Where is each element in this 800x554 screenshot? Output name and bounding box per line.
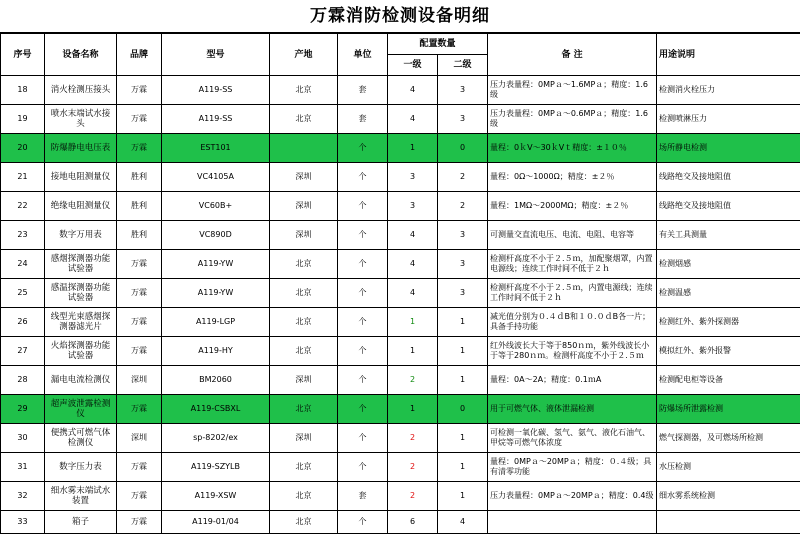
cell-level1: 6	[388, 511, 438, 534]
cell-note: 压力表量程：0MPａ～0.6MPａ；精度：1.6级	[488, 105, 657, 134]
cell-note: 量程：0ｋV～30ｋVｔ精度：±１０％	[488, 134, 657, 163]
cell-brand: 万霖	[117, 337, 162, 366]
cell-name: 超声波泄露检测仪	[45, 395, 117, 424]
cell-usage: 检测红外、紫外探测器	[657, 308, 800, 337]
table-row	[1, 76, 800, 105]
cell-usage: 线路绝交及接地阻值	[657, 192, 800, 221]
table-row	[1, 424, 800, 453]
cell-usage	[657, 511, 800, 534]
cell-seq: 28	[1, 366, 45, 395]
cell-name: 数字万用表	[45, 221, 117, 250]
cell-note: 可检测一氧化碳、氢气、氨气、液化石油气、甲烷等可燃气体浓度	[488, 424, 657, 453]
table-row	[1, 453, 800, 482]
cell-note: 压力表量程：0MPａ～20MPａ；精度：0.4级	[488, 482, 657, 511]
cell-origin: 北京	[270, 395, 338, 424]
cell-name: 数字压力表	[45, 453, 117, 482]
cell-name: 火焰探测器功能试验器	[45, 337, 117, 366]
cell-model: VC4105A	[162, 163, 270, 192]
cell-model: A119-LGP	[162, 308, 270, 337]
table-row	[1, 279, 800, 308]
cell-seq: 23	[1, 221, 45, 250]
cell-unit: 个	[338, 366, 388, 395]
cell-level2: 1	[438, 366, 488, 395]
cell-origin: 深圳	[270, 424, 338, 453]
cell-unit: 个	[338, 424, 388, 453]
cell-level2: 2	[438, 163, 488, 192]
cell-model: A119-SS	[162, 76, 270, 105]
cell-name: 感温探测器功能试验器	[45, 279, 117, 308]
cell-unit: 个	[338, 308, 388, 337]
cell-unit: 套	[338, 105, 388, 134]
cell-note: 量程：0Ω～1000Ω；精度：±２％	[488, 163, 657, 192]
cell-level2: 1	[438, 337, 488, 366]
cell-level1: 2	[388, 366, 438, 395]
cell-origin: 深圳	[270, 163, 338, 192]
cell-seq: 19	[1, 105, 45, 134]
cell-seq: 21	[1, 163, 45, 192]
cell-model: A119-SZYLB	[162, 453, 270, 482]
cell-model: A119-YW	[162, 279, 270, 308]
cell-usage: 防爆场所泄露检测	[657, 395, 800, 424]
cell-unit: 个	[338, 453, 388, 482]
cell-brand: 万霖	[117, 308, 162, 337]
cell-model: A119-SS	[162, 105, 270, 134]
cell-brand: 胜利	[117, 221, 162, 250]
cell-unit: 个	[338, 279, 388, 308]
cell-origin: 北京	[270, 511, 338, 534]
table-row	[1, 134, 800, 163]
cell-unit: 个	[338, 250, 388, 279]
cell-usage: 细水雾系统检测	[657, 482, 800, 511]
cell-name: 感烟探测器功能试验器	[45, 250, 117, 279]
cell-name: 细水雾末端试水装置	[45, 482, 117, 511]
cell-brand: 万霖	[117, 76, 162, 105]
cell-brand: 万霖	[117, 105, 162, 134]
header-brand: 品牌	[117, 34, 162, 76]
cell-note: 可测量交直流电压、电流、电阻、电容等	[488, 221, 657, 250]
cell-unit: 个	[338, 163, 388, 192]
cell-level1: 3	[388, 192, 438, 221]
header-level2: 二级	[438, 55, 488, 76]
cell-model: A119-01/04	[162, 511, 270, 534]
cell-note: 用于可燃气体、液体泄漏检测	[488, 395, 657, 424]
cell-unit: 个	[338, 337, 388, 366]
cell-brand: 万霖	[117, 453, 162, 482]
header-level1: 一级	[388, 55, 438, 76]
cell-brand: 万霖	[117, 482, 162, 511]
cell-usage: 检测烟感	[657, 250, 800, 279]
table-row	[1, 250, 800, 279]
cell-unit: 个	[338, 134, 388, 163]
cell-seq: 31	[1, 453, 45, 482]
cell-seq: 30	[1, 424, 45, 453]
cell-note: 量程：1MΩ～2000MΩ；精度：±２％	[488, 192, 657, 221]
cell-level2: 1	[438, 308, 488, 337]
cell-name: 接地电阻测量仪	[45, 163, 117, 192]
cell-unit: 个	[338, 395, 388, 424]
header-usage: 用途说明	[657, 34, 800, 76]
table-row	[1, 366, 800, 395]
header-config: 配置数量	[388, 34, 488, 55]
cell-level2: 0	[438, 134, 488, 163]
cell-seq: 22	[1, 192, 45, 221]
table-row	[1, 482, 800, 511]
cell-model: VC890D	[162, 221, 270, 250]
table-row	[1, 221, 800, 250]
cell-brand: 万霖	[117, 511, 162, 534]
cell-brand: 万霖	[117, 279, 162, 308]
cell-name: 绝缘电阻测量仪	[45, 192, 117, 221]
table-row	[1, 337, 800, 366]
cell-brand: 万霖	[117, 134, 162, 163]
cell-usage: 检测消火栓压力	[657, 76, 800, 105]
cell-brand: 胜利	[117, 163, 162, 192]
cell-unit: 个	[338, 511, 388, 534]
cell-origin: 北京	[270, 482, 338, 511]
cell-seq: 18	[1, 76, 45, 105]
cell-level2: 3	[438, 105, 488, 134]
cell-model: A119-CSBXL	[162, 395, 270, 424]
cell-usage: 水压检测	[657, 453, 800, 482]
cell-model: BM2060	[162, 366, 270, 395]
cell-brand: 万霖	[117, 395, 162, 424]
cell-origin: 深圳	[270, 192, 338, 221]
cell-seq: 25	[1, 279, 45, 308]
header-name: 设备名称	[45, 34, 117, 76]
equipment-table	[0, 33, 800, 534]
table-row	[1, 163, 800, 192]
cell-level1: 1	[388, 337, 438, 366]
cell-model: A119-XSW	[162, 482, 270, 511]
table-row	[1, 308, 800, 337]
cell-brand: 胜利	[117, 192, 162, 221]
cell-seq: 26	[1, 308, 45, 337]
cell-origin: 北京	[270, 250, 338, 279]
cell-level1: 1	[388, 134, 438, 163]
cell-usage: 模拟红外、紫外报警	[657, 337, 800, 366]
cell-model: A119-YW	[162, 250, 270, 279]
cell-model: A119-HY	[162, 337, 270, 366]
cell-level1: 4	[388, 279, 438, 308]
cell-level1: 3	[388, 163, 438, 192]
cell-seq: 33	[1, 511, 45, 534]
cell-level1: 2	[388, 453, 438, 482]
cell-brand: 万霖	[117, 250, 162, 279]
cell-note: 减光值分别为０.４ｄB和１０.０ｄB各一片；具备手持功能	[488, 308, 657, 337]
cell-name: 箱子	[45, 511, 117, 534]
cell-level1: 4	[388, 250, 438, 279]
cell-seq: 32	[1, 482, 45, 511]
cell-origin: 深圳	[270, 221, 338, 250]
cell-level1: 2	[388, 424, 438, 453]
cell-origin: 北京	[270, 105, 338, 134]
header-unit: 单位	[338, 34, 388, 76]
cell-usage: 有关工具测量	[657, 221, 800, 250]
cell-note: 红外线波长大于等于850ｎｍ，紫外线波长小于等于280ｎｍ。检测杆高度不小于２.５ｍ	[488, 337, 657, 366]
cell-usage: 检测配电柜等设备	[657, 366, 800, 395]
header-origin: 产地	[270, 34, 338, 76]
cell-note: 检测杆高度不小于２.５ｍ，内置电源线；连续工作时间不低于２ｈ	[488, 279, 657, 308]
header-model: 型号	[162, 34, 270, 76]
cell-note: 检测杆高度不小于２.５ｍ，加配聚烟罩，内置电源线；连续工作时间不低于２ｈ	[488, 250, 657, 279]
cell-level1: 1	[388, 308, 438, 337]
cell-usage: 检测温感	[657, 279, 800, 308]
cell-model: EST101	[162, 134, 270, 163]
page-title: 万霖消防检测设备明细	[0, 0, 800, 33]
cell-brand: 深圳	[117, 424, 162, 453]
cell-origin: 北京	[270, 279, 338, 308]
cell-level1: 1	[388, 395, 438, 424]
cell-level2: 2	[438, 192, 488, 221]
cell-level2: 1	[438, 424, 488, 453]
cell-unit: 个	[338, 192, 388, 221]
cell-note: 量程：0A～2A；精度：0.1ｍA	[488, 366, 657, 395]
header-seq: 序号	[1, 34, 45, 76]
header-note: 备 注	[488, 34, 657, 76]
cell-name: 喷水末端试水接头	[45, 105, 117, 134]
cell-seq: 20	[1, 134, 45, 163]
cell-usage: 燃气探测器，及可燃场所检测	[657, 424, 800, 453]
cell-unit: 套	[338, 76, 388, 105]
table-row	[1, 192, 800, 221]
cell-level2: 0	[438, 395, 488, 424]
cell-name: 线型光束感烟探测器滤光片	[45, 308, 117, 337]
cell-name: 漏电电流检测仪	[45, 366, 117, 395]
cell-level2: 3	[438, 250, 488, 279]
cell-level2: 1	[438, 453, 488, 482]
cell-usage: 检测喷淋压力	[657, 105, 800, 134]
cell-level2: 1	[438, 482, 488, 511]
cell-unit: 套	[338, 482, 388, 511]
cell-origin: 北京	[270, 337, 338, 366]
cell-level2: 4	[438, 511, 488, 534]
cell-origin: 北京	[270, 453, 338, 482]
cell-level2: 3	[438, 76, 488, 105]
cell-seq: 27	[1, 337, 45, 366]
cell-model: sp-8202/ex	[162, 424, 270, 453]
cell-level1: 4	[388, 221, 438, 250]
cell-seq: 24	[1, 250, 45, 279]
cell-level1: 2	[388, 482, 438, 511]
cell-name: 防爆静电电压表	[45, 134, 117, 163]
cell-note	[488, 511, 657, 534]
cell-origin: 北京	[270, 76, 338, 105]
cell-level2: 3	[438, 279, 488, 308]
cell-note: 量程：0MPａ～20MPａ；精度：０.４级；具有清零功能	[488, 453, 657, 482]
cell-level2: 3	[438, 221, 488, 250]
table-row	[1, 395, 800, 424]
cell-brand: 深圳	[117, 366, 162, 395]
table-row	[1, 511, 800, 534]
cell-unit: 个	[338, 221, 388, 250]
cell-origin	[270, 134, 338, 163]
cell-note: 压力表量程：0MPａ～1.6MPａ；精度：1.6级	[488, 76, 657, 105]
cell-usage: 场所静电检测	[657, 134, 800, 163]
cell-level1: 4	[388, 105, 438, 134]
cell-seq: 29	[1, 395, 45, 424]
cell-model: VC60B+	[162, 192, 270, 221]
table-row	[1, 105, 800, 134]
cell-level1: 4	[388, 76, 438, 105]
cell-name: 消火栓测压接头	[45, 76, 117, 105]
cell-usage: 线路绝交及接地阻值	[657, 163, 800, 192]
cell-origin: 深圳	[270, 366, 338, 395]
cell-origin: 北京	[270, 308, 338, 337]
cell-name: 便携式可燃气体检测仪	[45, 424, 117, 453]
